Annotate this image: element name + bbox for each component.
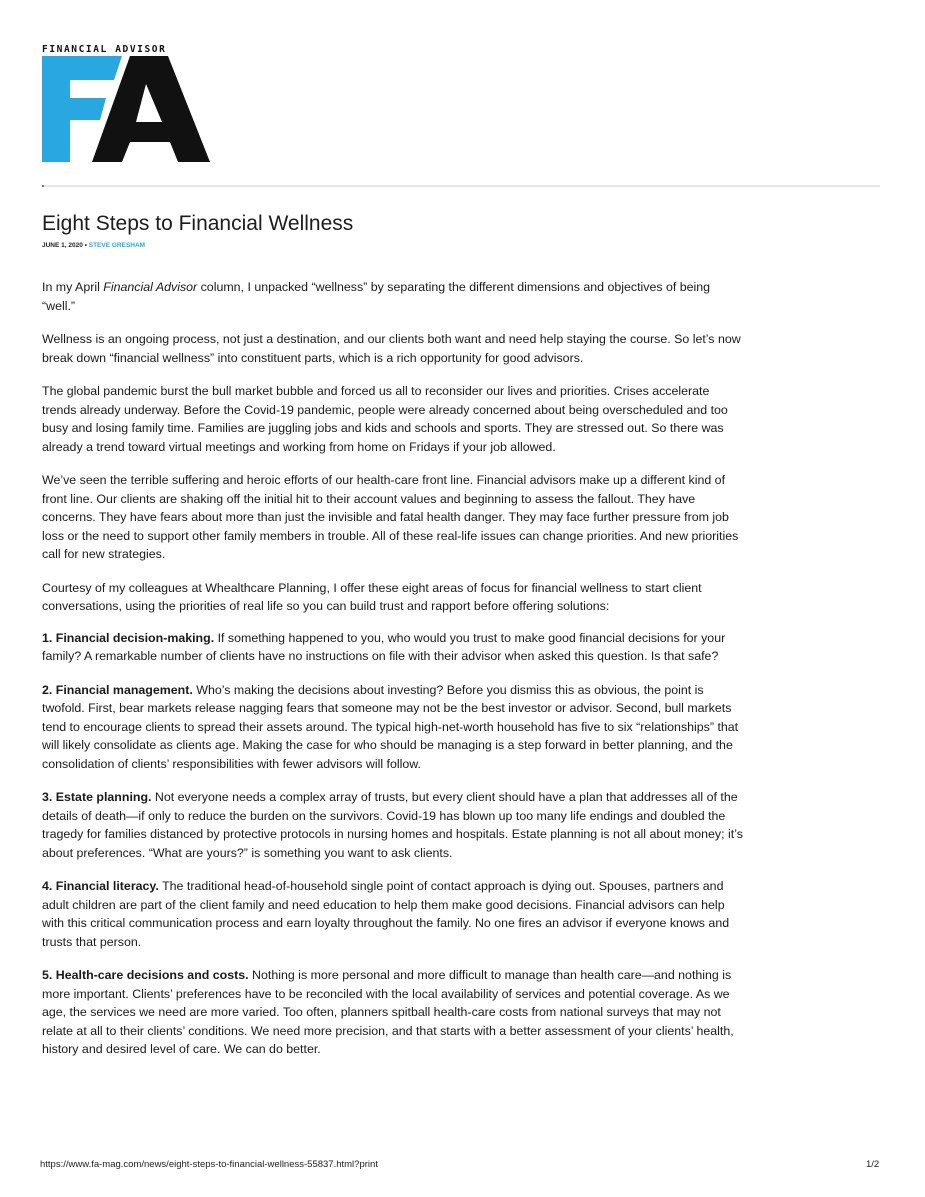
text-line: with this critical communication process and earn loyalty throughout the family. No one fires an advisor if everyone knows and [42, 916, 730, 930]
text-line: The global pandemic burst the bull market bubble and forced us all to reconsider our lives and priorities. Crises accelerate [42, 384, 710, 398]
step-heading: 1. Financial decision-making. [42, 630, 215, 645]
financial-advisor-logo [42, 44, 212, 164]
text-line: about preferences. “What are yours?” is something you want to ask clients. [42, 845, 453, 860]
page-number: 1/2 [866, 1159, 880, 1170]
text-line: break down “financial wellness” into constituent parts, which is a rich opportunity for good advisors. [42, 350, 584, 365]
article-body [42, 278, 892, 1074]
step-heading: 5. Health-care decisions and costs. [42, 968, 249, 982]
step-3 [42, 788, 892, 862]
print-footer-url: https://www.fa-mag.com/news/eight-steps-to-financial-wellness-55837.html?print [40, 1159, 378, 1170]
article-byline [42, 242, 145, 249]
text-line: We’ve seen the terrible suffering and heroic efforts of our health-care front line. Financial advisors make up a different kind of [42, 473, 726, 487]
text-line: loss or the need to support other family members in trouble. All of these real-life issues can change priorities. And new priorities [42, 528, 739, 543]
text-line: tragedy for families distanced by protective protocols in nursing homes and hospitals. Estate planning is not all about money; it’s [42, 827, 743, 841]
paragraph-wellness [42, 330, 892, 367]
intro-text: column, I unpacked “wellness” by separating the different dimensions and objectives of being [197, 280, 711, 294]
text-line: trusts that person. [42, 934, 142, 949]
intro-paragraph [42, 278, 892, 315]
paragraph-front-line [42, 471, 892, 564]
text-line: Who’s making the decisions about investing? Before you dismiss this as obvious, the point is [192, 682, 704, 697]
text-line: front line. Our clients are shaking off the initial hit to their account values and beginning to assess the fallout. They have [42, 491, 696, 506]
article-date: JUNE 1, 2020 [42, 242, 83, 249]
text-line: more important. Clients’ preferences have to be reconciled with the local availability of services and potential coverage. As we [42, 986, 730, 1001]
text-line: relate at all to their clients’ conditions. We need more precision, and that starts with a better assessment of your clients’ health, [42, 1023, 734, 1038]
text-line: tend to encourage clients to spread their assets around. The typical high-net-worth household has five to six “relationships” that [42, 719, 739, 734]
step-2 [42, 681, 892, 774]
text-line: call for new strategies. [42, 547, 166, 561]
text-line: Wellness is an ongoing process, not just a destination, and our clients both want and need help staying the course. So let’s now [42, 332, 741, 346]
step-heading: 2. Financial management. [42, 682, 193, 697]
text-line: age, the services we need are more varied. Too often, planners spitball health-care costs from national surveys that may not [42, 1005, 721, 1019]
header-divider-marker [42, 185, 44, 187]
text-line: Courtesy of my colleagues at Whealthcare Planning, I offer these eight areas of focus for financial wellness to start client [42, 580, 702, 595]
text-line: trends already underway. Before the Covid-19 pandemic, people were already concerned about being overscheduled and too [42, 402, 728, 417]
paragraph-pandemic [42, 382, 892, 456]
author-link[interactable]: STEVE GRESHAM [88, 242, 146, 249]
text-line: conversations, using the priorities of real life so you can build trust and rapport before offering solutions: [42, 599, 610, 613]
text-line: The traditional head-of-household single point of contact approach is dying out. Spouses, partners and [158, 879, 724, 893]
text-line: will likely consolidate as clients age. Making the case for who should be managing is a step forward in better planning, and the [42, 738, 733, 752]
byline-separator: • [84, 242, 87, 249]
text-line: details of death—if only to reduce the burden on the survivors. Covid-19 has blown up too many life endings and doubled the [42, 808, 726, 823]
logo-wordmark: FINANCIAL ADVISOR [42, 44, 167, 55]
text-line: history and desired level of care. We can do better. [42, 1042, 321, 1056]
header-divider [42, 185, 880, 187]
text-line: Not everyone needs a complex array of trusts, but every client should have a plan that addresses all of the [151, 790, 738, 804]
intro-text: “well.” [42, 298, 76, 313]
step-1 [42, 629, 892, 666]
text-line: busy and losing family time. Families are juggling jobs and kids and schools and sports. They are stressed out. So there was [42, 421, 724, 435]
text-line: family? A remarkable number of clients have no instructions on file with their advisor when asked this question. Is that safe? [42, 649, 719, 663]
fa-logo-icon [42, 54, 212, 166]
text-line: already a trend toward virtual meetings and working from home on Fridays if your job allowed. [42, 439, 556, 454]
article-title: Eight Steps to Financial Wellness [42, 212, 354, 235]
step-heading: 4. Financial literacy. [42, 879, 159, 893]
text-line: concerns. They have fears about more than just the invisible and fatal health danger. They may face further pressure from job [42, 510, 729, 524]
step-4 [42, 877, 892, 951]
text-line: adult children are part of the client family and need education to help them make good decisions. Financial advisors can help [42, 897, 725, 912]
text-line: consolidation of clients’ responsibilities with fewer advisors will follow. [42, 756, 421, 771]
step-5 [42, 966, 892, 1059]
publication-name: Financial Advisor [103, 280, 198, 294]
text-line: If something happened to you, who would you trust to make good financial decisions for your [214, 630, 726, 645]
text-line: twofold. First, bear markets release nagging fears that someone may not be the best investor or advisor. Second, bull markets [42, 701, 732, 715]
text-line: Nothing is more personal and more difficult to manage than health care—and nothing is [248, 968, 732, 982]
step-heading: 3. Estate planning. [42, 790, 152, 804]
intro-text: In my April [42, 280, 104, 294]
paragraph-courtesy [42, 579, 892, 616]
